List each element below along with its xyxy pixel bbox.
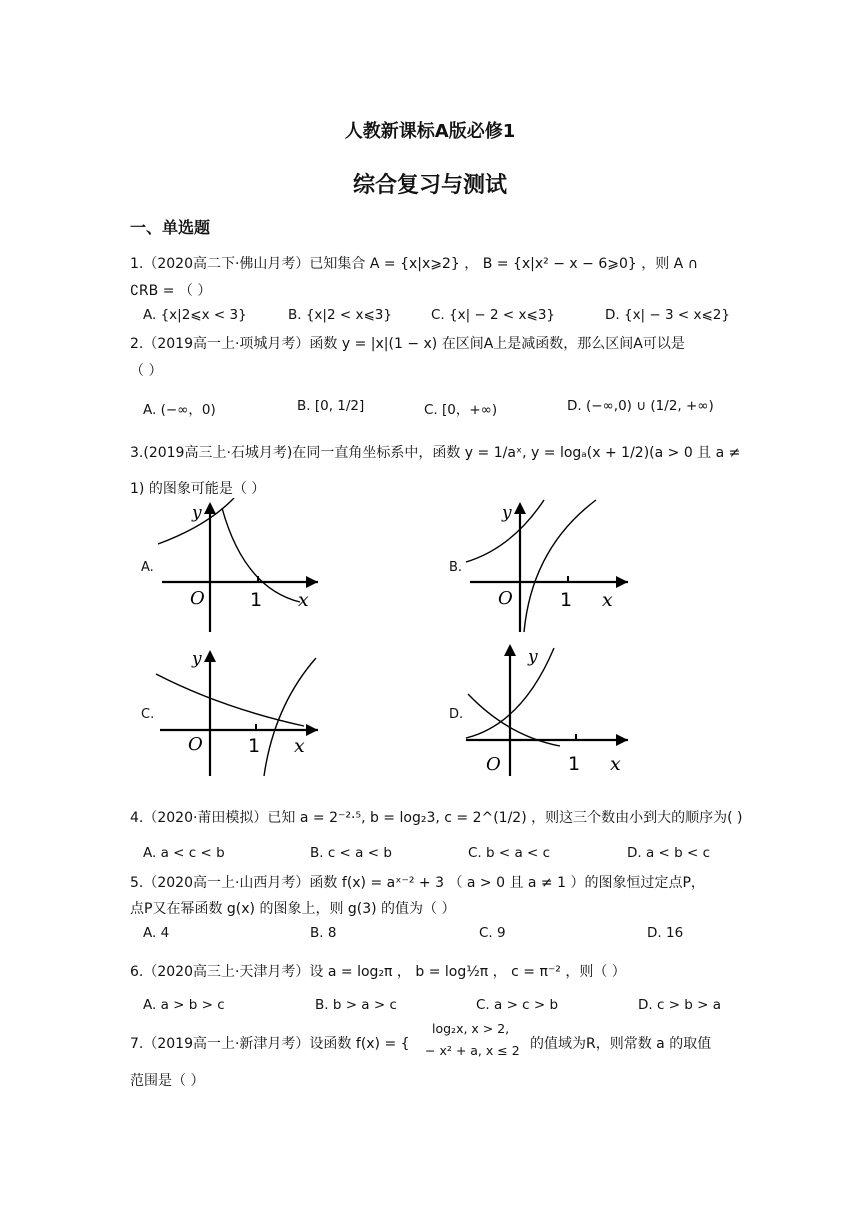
q3-graph-a-ylabel: y	[192, 503, 202, 523]
q3-option-b-label: B.	[449, 560, 463, 575]
q3-graph-c-xlabel: x	[294, 735, 305, 757]
doc-title: 人教新课标A版必修1	[344, 121, 516, 142]
q3-graph-b-xlabel: x	[602, 589, 613, 611]
q3-option-d-label: D.	[449, 707, 464, 722]
q5-option-a: A. 4	[143, 925, 170, 941]
q7-case-1: log₂x, x > 2,	[432, 1021, 510, 1036]
q7-stem-end: 的值域为R，则常数 a 的取值	[530, 1036, 712, 1052]
q4-option-a: A. a < c < b	[143, 845, 225, 861]
q2-stem-line2: （ ）	[130, 363, 163, 379]
q4-option-b: B. c < a < b	[310, 845, 392, 861]
q3-option-c-label: C.	[141, 707, 155, 722]
q5-option-b: B. 8	[310, 925, 337, 941]
q3-graph-a-origin: O	[190, 588, 205, 609]
q6-option-c: C. a > c > b	[476, 997, 559, 1013]
q3-graph-d-xlabel: x	[610, 753, 621, 775]
q3-graph-b	[462, 498, 634, 634]
q2-option-a: A. (−∞，0)	[143, 402, 216, 418]
q3-option-a-label: A.	[141, 560, 154, 575]
q3-graph-c-ylabel: y	[192, 649, 202, 669]
q3-graph-d-origin: O	[486, 754, 501, 775]
q3-graph-d-tick-1: 1	[568, 753, 581, 775]
q4-option-d: D. a < b < c	[627, 845, 711, 861]
q1-stem-line1: 1.（2020高二下·佛山月考）已知集合 A = {x|x⩾2} ， B = {x|x² − x − 6⩾0} ，则 A ∩	[130, 256, 698, 272]
q1-option-c: C. {x| − 2 < x⩽3}	[431, 307, 555, 323]
q4-option-c: C. b < a < c	[468, 845, 551, 861]
q1-stem-line2: ∁RB = （ ）	[130, 283, 212, 299]
q7-case-2: − x² + a, x ≤ 2	[425, 1043, 520, 1058]
q6-option-b: B. b > a > c	[315, 997, 397, 1013]
q4-stem-line1: 4.（2020·莆田模拟）已知 a = 2⁻²·⁵, b = log₂3, c = 2^(1/2) ，则这三个数由小到大的顺序为( )	[130, 810, 743, 826]
q6-option-a: A. a > b > c	[143, 997, 225, 1013]
q2-option-d: D. (−∞,0) ∪ (1/2, +∞)	[567, 398, 714, 414]
q3-graph-b-ylabel: y	[502, 503, 512, 523]
q2-option-c: C. [0，+∞)	[424, 402, 498, 418]
q3-graph-c-origin: O	[188, 734, 203, 755]
q1-option-d: D. {x| − 3 < x⩽2}	[605, 307, 730, 323]
q3-graph-a-xlabel: x	[298, 589, 309, 611]
q7-stem-start: 7.（2019高一上·新津月考）设函数 f(x) = {	[130, 1036, 410, 1052]
q3-stem-line1: 3.(2019高三上·石城月考)在同一直角坐标系中，函数 y = 1/aˣ, y = logₐ(x + 1/2)(a > 0 且 a ≠	[130, 445, 741, 461]
q1-option-a: A. {x|2⩽x < 3}	[143, 307, 247, 323]
q3-graph-b-origin: O	[498, 588, 513, 609]
q6-option-d: D. c > b > a	[638, 997, 722, 1013]
q3-graph-b-tick-1: 1	[560, 589, 573, 611]
q3-graph-d	[462, 642, 634, 778]
q3-graph-a-tick-1: 1	[250, 589, 263, 611]
q5-stem-line1: 5.（2020高一上·山西月考）函数 f(x) = aˣ⁻² + 3 （ a > 0 且 a ≠ 1 ）的图象恒过定点P，	[130, 875, 705, 891]
q3-graph-a	[152, 498, 324, 634]
q3-graph-d-ylabel: y	[528, 647, 538, 667]
q1-option-b: B. {x|2 < x⩽3}	[288, 307, 392, 323]
q3-graph-c-tick-1: 1	[248, 735, 261, 757]
q2-stem-line1: 2.（2019高一上·项城月考）函数 y = |x|(1 − x) 在区间A上是减函数，那么区间A可以是	[130, 336, 685, 352]
q5-stem-line2: 点P又在幂函数 g(x) 的图象上，则 g(3) 的值为（ ）	[130, 901, 456, 917]
q6-stem-line1: 6.（2020高三上·天津月考）设 a = log₂π ， b = log½π ， c = π⁻² ，则（ ）	[130, 964, 626, 980]
q5-option-d: D. 16	[647, 925, 684, 941]
section-heading: 一、单选题	[130, 218, 211, 237]
q7-stem-line2: 范围是（ ）	[130, 1073, 205, 1089]
q2-option-b: B. [0, 1/2]	[297, 398, 365, 414]
doc-subtitle: 综合复习与测试	[352, 173, 507, 198]
q3-graph-c	[152, 646, 324, 778]
q3-stem-line2: 1) 的图象可能是（ ）	[130, 481, 266, 497]
q5-option-c: C. 9	[479, 925, 506, 941]
